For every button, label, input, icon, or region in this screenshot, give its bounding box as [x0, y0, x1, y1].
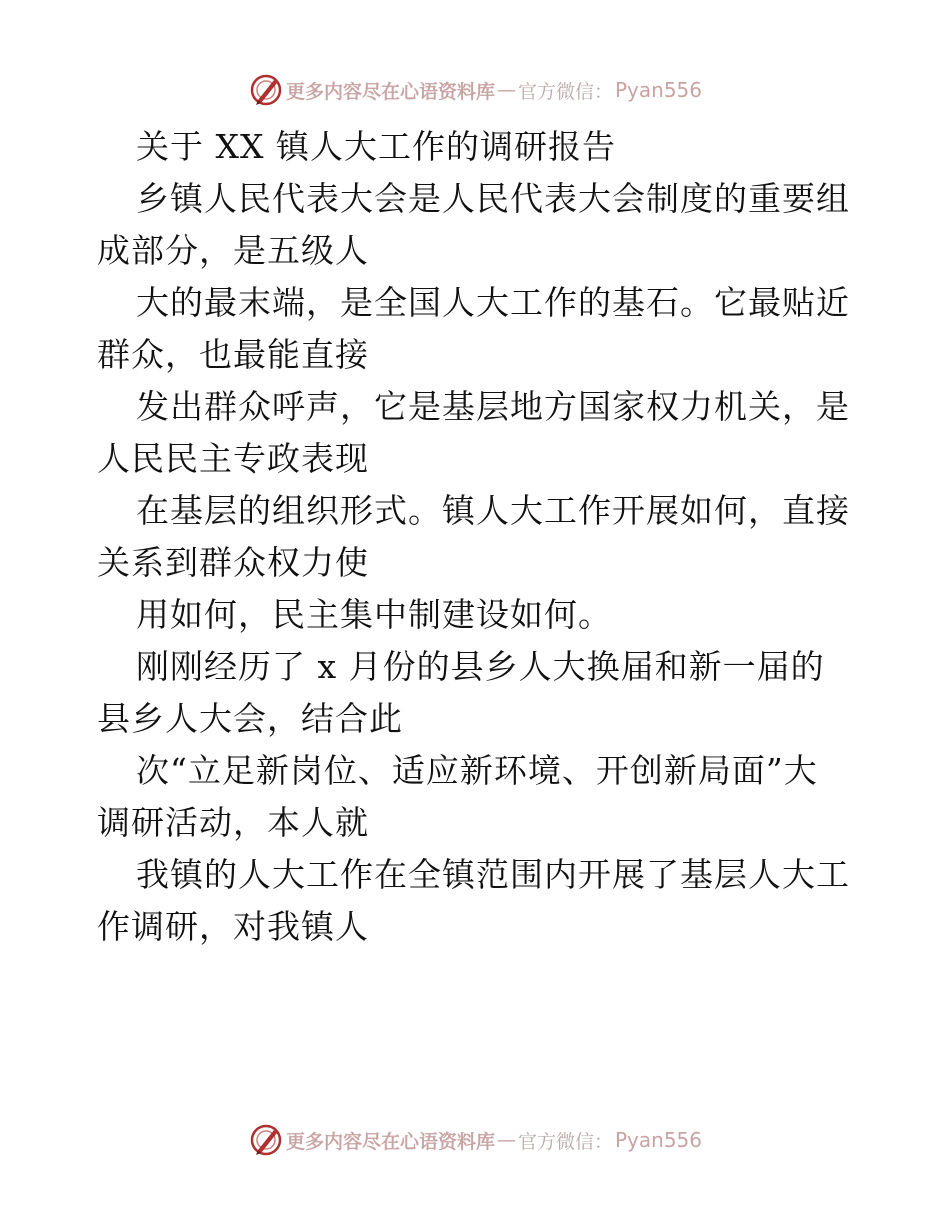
- text-line: 刚刚经历了 x 月份的县乡人大换届和新一届的: [136, 647, 825, 686]
- text-line: 在基层的组织形式。镇人大工作开展如何，直接: [136, 491, 850, 530]
- text-line: 人民民主专政表现: [97, 439, 369, 478]
- text-line: 群众，也最能直接: [97, 335, 369, 374]
- watermark-id: Pyan556: [615, 1128, 703, 1152]
- document-title: 关于 XX 镇人大工作的调研报告: [136, 127, 616, 166]
- text-line: 发出群众呼声，它是基层地方国家权力机关，是: [136, 387, 850, 426]
- text-line: 调研活动，本人就: [97, 803, 369, 842]
- text-line: 作调研，对我镇人: [97, 907, 369, 946]
- text-line: 关系到群众权力使: [97, 543, 369, 582]
- text-line: 次“立足新岗位、适应新环境、开创新局面”大: [136, 751, 818, 790]
- watermark-label: 官方微信：: [517, 80, 613, 103]
- watermark-id: Pyan556: [615, 78, 703, 102]
- text-line: 用如何，民主集中制建设如何。: [136, 595, 612, 634]
- header-watermark: [0, 68, 950, 112]
- watermark-brand-text: 更多内容尽在心语资料库: [285, 1130, 495, 1153]
- text-line: 大的最末端，是全国人大工作的基石。它最贴近: [136, 283, 850, 322]
- watermark-separator: —: [496, 1129, 516, 1151]
- pen-logo-icon: [248, 1122, 284, 1158]
- text-line: 我镇的人大工作在全镇范围内开展了基层人大工: [136, 855, 850, 894]
- watermark-separator: —: [496, 79, 516, 101]
- watermark-brand-text: 更多内容尽在心语资料库: [285, 80, 495, 103]
- text-line: 乡镇人民代表大会是人民代表大会制度的重要组: [136, 179, 850, 218]
- document-body: [97, 121, 857, 953]
- text-line: 成部分，是五级人: [97, 231, 369, 270]
- pen-logo-icon: [248, 72, 284, 108]
- text-line: 县乡人大会，结合此: [97, 699, 403, 738]
- watermark-label: 官方微信：: [517, 1130, 613, 1153]
- footer-watermark: [0, 1118, 950, 1162]
